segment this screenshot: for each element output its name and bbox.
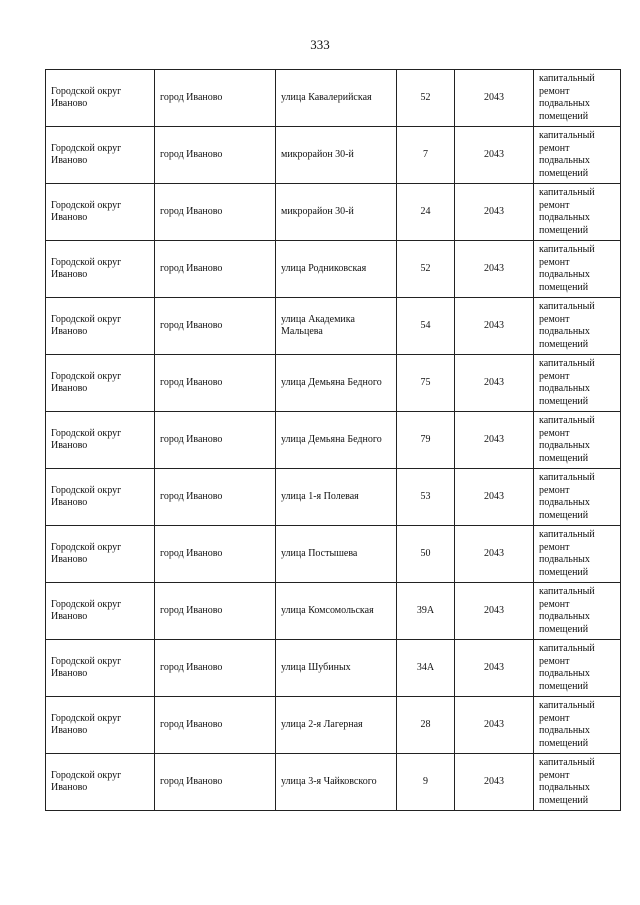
work-type-cell-text: капитальный ремонт подвальных помещений — [539, 415, 595, 464]
locality-cell — [155, 526, 276, 583]
work-type-cell-text: капитальный ремонт подвальных помещений — [539, 187, 595, 236]
year-cell — [455, 640, 534, 697]
municipality-cell — [46, 469, 155, 526]
work-type-cell — [534, 298, 621, 355]
year-cell — [455, 412, 534, 469]
year-cell-text: 2043 — [484, 490, 504, 502]
locality-cell — [155, 70, 276, 127]
work-type-cell-text: капитальный ремонт подвальных помещений — [539, 529, 595, 578]
year-cell-text: 2043 — [484, 91, 504, 103]
house-number-cell — [397, 754, 455, 811]
table-row — [46, 355, 621, 412]
municipality-cell-text: Городской округ Иваново — [51, 85, 122, 109]
work-type-cell-text: капитальный ремонт подвальных помещений — [539, 700, 595, 749]
locality-cell — [155, 298, 276, 355]
table-row — [46, 184, 621, 241]
year-cell-text: 2043 — [484, 775, 504, 787]
locality-cell — [155, 640, 276, 697]
municipality-cell — [46, 355, 155, 412]
work-type-cell-text: капитальный ремонт подвальных помещений — [539, 643, 595, 692]
table-row — [46, 469, 621, 526]
house-number-cell — [397, 583, 455, 640]
locality-cell-text: город Иваново — [160, 775, 223, 787]
work-type-cell-text: капитальный ремонт подвальных помещений — [539, 358, 595, 407]
house-number-cell-text: 7 — [423, 148, 428, 160]
street-cell-text: улица 2-я Лагерная — [281, 718, 363, 730]
municipality-cell-text: Городской округ Иваново — [51, 712, 122, 736]
locality-cell-text: город Иваново — [160, 604, 223, 616]
house-number-cell-text: 52 — [420, 262, 431, 274]
municipality-cell — [46, 298, 155, 355]
locality-cell-text: город Иваново — [160, 490, 223, 502]
house-number-cell-text: 39А — [416, 604, 435, 616]
locality-cell-text: город Иваново — [160, 205, 223, 217]
work-type-cell — [534, 754, 621, 811]
house-number-cell — [397, 241, 455, 298]
locality-cell-text: город Иваново — [160, 91, 223, 103]
locality-cell-text: город Иваново — [160, 148, 223, 160]
table-body — [46, 70, 621, 811]
locality-cell-text: город Иваново — [160, 718, 223, 730]
municipality-cell — [46, 697, 155, 754]
locality-cell — [155, 754, 276, 811]
house-number-cell-text: 9 — [423, 775, 428, 787]
municipality-cell-text: Городской округ Иваново — [51, 427, 122, 451]
year-cell — [455, 583, 534, 640]
municipality-cell — [46, 184, 155, 241]
work-type-cell — [534, 184, 621, 241]
locality-cell — [155, 241, 276, 298]
locality-cell-text: город Иваново — [160, 262, 223, 274]
municipality-cell-text: Городской округ Иваново — [51, 484, 122, 508]
locality-cell-text: город Иваново — [160, 661, 223, 673]
year-cell-text: 2043 — [484, 661, 504, 673]
work-type-cell-text: капитальный ремонт подвальных помещений — [539, 244, 595, 293]
work-type-cell — [534, 469, 621, 526]
work-type-cell — [534, 355, 621, 412]
work-type-cell — [534, 697, 621, 754]
year-cell-text: 2043 — [484, 148, 504, 160]
table-row — [46, 298, 621, 355]
locality-cell-text: город Иваново — [160, 319, 223, 331]
year-cell — [455, 355, 534, 412]
street-cell-text: улица Демьяна Бедного — [281, 376, 382, 388]
year-cell-text: 2043 — [484, 205, 504, 217]
municipality-cell — [46, 70, 155, 127]
repair-schedule-table — [45, 69, 621, 811]
work-type-cell — [534, 127, 621, 184]
street-cell-text: улица Постышева — [281, 547, 358, 559]
year-cell — [455, 469, 534, 526]
work-type-cell — [534, 412, 621, 469]
municipality-cell-text: Городской округ Иваново — [51, 256, 122, 280]
year-cell-text: 2043 — [484, 718, 504, 730]
year-cell — [455, 70, 534, 127]
house-number-cell-text: 79 — [420, 433, 431, 445]
street-cell-text: улица 1-я Полевая — [281, 490, 359, 502]
house-number-cell — [397, 298, 455, 355]
street-cell — [276, 754, 397, 811]
municipality-cell — [46, 127, 155, 184]
municipality-cell-text: Городской округ Иваново — [51, 313, 122, 337]
municipality-cell — [46, 412, 155, 469]
municipality-cell-text: Городской округ Иваново — [51, 655, 122, 679]
page-number: 333 — [310, 37, 330, 52]
locality-cell — [155, 469, 276, 526]
locality-cell — [155, 127, 276, 184]
table-row — [46, 526, 621, 583]
locality-cell — [155, 697, 276, 754]
year-cell-text: 2043 — [484, 376, 504, 388]
house-number-cell — [397, 469, 455, 526]
work-type-cell-text: капитальный ремонт подвальных помещений — [539, 130, 595, 179]
locality-cell — [155, 583, 276, 640]
year-cell — [455, 526, 534, 583]
street-cell-text: улица Демьяна Бедного — [281, 433, 382, 445]
year-cell — [455, 127, 534, 184]
street-cell — [276, 355, 397, 412]
work-type-cell — [534, 70, 621, 127]
street-cell — [276, 583, 397, 640]
year-cell — [455, 697, 534, 754]
house-number-cell-text: 28 — [420, 718, 431, 730]
street-cell — [276, 697, 397, 754]
street-cell — [276, 298, 397, 355]
municipality-cell — [46, 526, 155, 583]
work-type-cell-text: капитальный ремонт подвальных помещений — [539, 586, 595, 635]
house-number-cell — [397, 640, 455, 697]
work-type-cell-text: капитальный ремонт подвальных помещений — [539, 73, 595, 122]
table-row — [46, 583, 621, 640]
house-number-cell-text: 52 — [420, 91, 431, 103]
table-row — [46, 70, 621, 127]
municipality-cell-text: Городской округ Иваново — [51, 598, 122, 622]
street-cell — [276, 241, 397, 298]
street-cell — [276, 70, 397, 127]
municipality-cell-text: Городской округ Иваново — [51, 769, 122, 793]
municipality-cell-text: Городской округ Иваново — [51, 199, 122, 223]
house-number-cell-text: 24 — [420, 205, 431, 217]
municipality-cell — [46, 241, 155, 298]
street-cell-text: улица Родниковская — [281, 262, 367, 274]
street-cell-text: улица Шубиных — [281, 661, 351, 673]
house-number-cell — [397, 127, 455, 184]
street-cell — [276, 526, 397, 583]
table-row — [46, 127, 621, 184]
street-cell — [276, 412, 397, 469]
locality-cell — [155, 184, 276, 241]
street-cell — [276, 469, 397, 526]
house-number-cell-text: 75 — [420, 376, 431, 388]
municipality-cell — [46, 640, 155, 697]
house-number-cell-text: 34А — [416, 661, 435, 673]
year-cell-text: 2043 — [484, 433, 504, 445]
table-row — [46, 754, 621, 811]
year-cell-text: 2043 — [484, 319, 504, 331]
locality-cell — [155, 412, 276, 469]
house-number-cell-text: 53 — [420, 490, 431, 502]
work-type-cell — [534, 241, 621, 298]
house-number-cell — [397, 184, 455, 241]
locality-cell-text: город Иваново — [160, 376, 223, 388]
locality-cell-text: город Иваново — [160, 433, 223, 445]
street-cell-text: микрорайон 30-й — [281, 148, 354, 160]
municipality-cell — [46, 583, 155, 640]
work-type-cell-text: капитальный ремонт подвальных помещений — [539, 757, 595, 806]
municipality-cell-text: Городской округ Иваново — [51, 541, 122, 565]
year-cell-text: 2043 — [484, 604, 504, 616]
locality-cell — [155, 355, 276, 412]
house-number-cell-text: 54 — [420, 319, 431, 331]
house-number-cell-text: 50 — [420, 547, 431, 559]
year-cell — [455, 754, 534, 811]
table-row — [46, 640, 621, 697]
locality-cell-text: город Иваново — [160, 547, 223, 559]
work-type-cell-text: капитальный ремонт подвальных помещений — [539, 301, 595, 350]
street-cell-text: улица 3-я Чайковского — [281, 775, 377, 787]
street-cell-text: улица Академика Мальцева — [281, 313, 355, 337]
street-cell — [276, 640, 397, 697]
municipality-cell — [46, 754, 155, 811]
year-cell — [455, 241, 534, 298]
work-type-cell — [534, 526, 621, 583]
street-cell — [276, 184, 397, 241]
table-row — [46, 241, 621, 298]
work-type-cell-text: капитальный ремонт подвальных помещений — [539, 472, 595, 521]
street-cell — [276, 127, 397, 184]
street-cell-text: микрорайон 30-й — [281, 205, 354, 217]
year-cell — [455, 298, 534, 355]
year-cell-text: 2043 — [484, 262, 504, 274]
year-cell-text: 2043 — [484, 547, 504, 559]
street-cell-text: улица Комсомольская — [281, 604, 374, 616]
work-type-cell — [534, 583, 621, 640]
municipality-cell-text: Городской округ Иваново — [51, 142, 122, 166]
work-type-cell — [534, 640, 621, 697]
table-row — [46, 412, 621, 469]
year-cell — [455, 184, 534, 241]
table-row — [46, 697, 621, 754]
house-number-cell — [397, 355, 455, 412]
street-cell-text: улица Кавалерийская — [281, 91, 372, 103]
house-number-cell — [397, 412, 455, 469]
house-number-cell — [397, 697, 455, 754]
house-number-cell — [397, 70, 455, 127]
house-number-cell — [397, 526, 455, 583]
municipality-cell-text: Городской округ Иваново — [51, 370, 122, 394]
